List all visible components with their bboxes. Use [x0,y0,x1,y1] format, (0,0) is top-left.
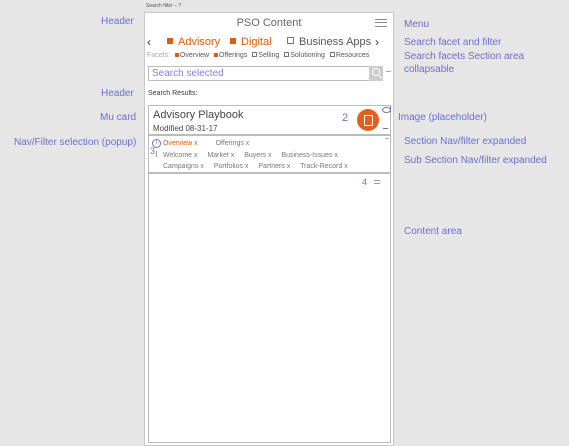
search-input[interactable]: Search selected [148,66,370,81]
chip-buyers[interactable]: Buyers x [244,152,272,159]
card-marker [390,106,391,112]
chip-welcome[interactable]: Welcome x [163,152,198,159]
checkbox-filled-icon [230,38,236,44]
card-collapse-icon[interactable] [383,128,388,129]
content-menu-icon[interactable] [374,180,380,184]
annotation-facets-area: Search facets Section area collapsable [404,51,525,75]
chip-portfolios[interactable]: Portfolios x [213,163,249,170]
content-area [148,173,391,443]
section-nav-row [163,140,249,147]
annotation-subsection-nav: Sub Section Nav/filter expanded [404,155,547,166]
result-card[interactable] [148,105,391,135]
section-chip-offerings[interactable]: Offerings x [215,140,250,147]
subsection-nav-row-1 [163,152,346,159]
top-note: Search filter – ? [146,3,182,9]
popup-collapse-icon[interactable] [385,138,389,139]
chip-track-record[interactable]: Track-Record x [300,163,348,170]
checkbox-empty-icon [252,52,257,57]
subfacet-prefix: Facets: [147,52,170,59]
chip-market[interactable]: Market x [207,152,235,159]
subfacet-overview[interactable]: Overview [175,52,209,59]
chevron-right-icon[interactable]: › [375,35,379,49]
search-icon [372,68,380,76]
annotation-search-facet: Search facet and filter [404,37,502,48]
annotation-image: Image (placeholder) [398,112,487,123]
search-results-label: Search Results: [148,90,198,97]
facet-business-apps[interactable]: Business Apps [287,34,371,50]
annotation-header: Header [101,16,134,27]
card-image-placeholder [357,109,379,131]
checkbox-filled-icon [167,38,173,44]
facet-digital[interactable]: Digital [230,34,272,50]
card-title: Advisory Playbook [153,109,244,121]
header [145,13,393,33]
hamburger-menu-icon[interactable] [375,19,387,27]
annotation-card: Mu card [100,112,137,123]
card-modified-date: Modified 08-31-17 [153,124,218,133]
facet-bar [145,34,393,50]
chevron-left-icon[interactable]: ‹ [147,35,151,49]
section-chip-overview[interactable]: Overview x [163,140,198,147]
checkbox-empty-icon [284,52,289,57]
search-button[interactable] [369,66,383,81]
facet-advisory[interactable]: Advisory [167,34,220,50]
divider [156,151,157,157]
document-icon [364,115,373,126]
subfacet-resources[interactable]: Resources [330,52,369,59]
phone-frame [144,12,394,446]
annotation-menu: Menu [404,19,430,30]
popup-number: 3 [150,146,156,156]
card-number: 2 [342,112,349,124]
content-number: 4 [362,177,368,187]
checkbox-filled-icon [214,53,218,57]
info-icon[interactable]: i [152,139,161,148]
checkbox-filled-icon [175,53,179,57]
subfacet-selling[interactable]: Selling [252,52,279,59]
annotation-nav-popup: Nav/Filter selection (popup) [14,137,137,148]
annotation-section-nav: Section Nav/filter expanded [404,136,527,147]
annotation-content-area: Content area [404,226,462,237]
subfacet-offerings[interactable]: Offerings [214,52,247,59]
chip-campaigns[interactable]: Campaigns x [163,163,204,170]
chip-business-issues[interactable]: Business-Issues x [281,152,338,159]
header-title: PSO Content [236,17,302,29]
subsection-nav-row-2 [163,163,356,170]
collapse-icon[interactable] [386,71,391,72]
subfacet-bar [147,51,393,61]
nav-filter-popup [148,135,391,173]
checkbox-empty-icon [287,37,294,44]
checkbox-empty-icon [330,52,335,57]
chip-partners[interactable]: Partners x [258,163,291,170]
annotation-header-2: Header [101,88,134,99]
subfacet-solutioning[interactable]: Solutioning [284,52,325,59]
